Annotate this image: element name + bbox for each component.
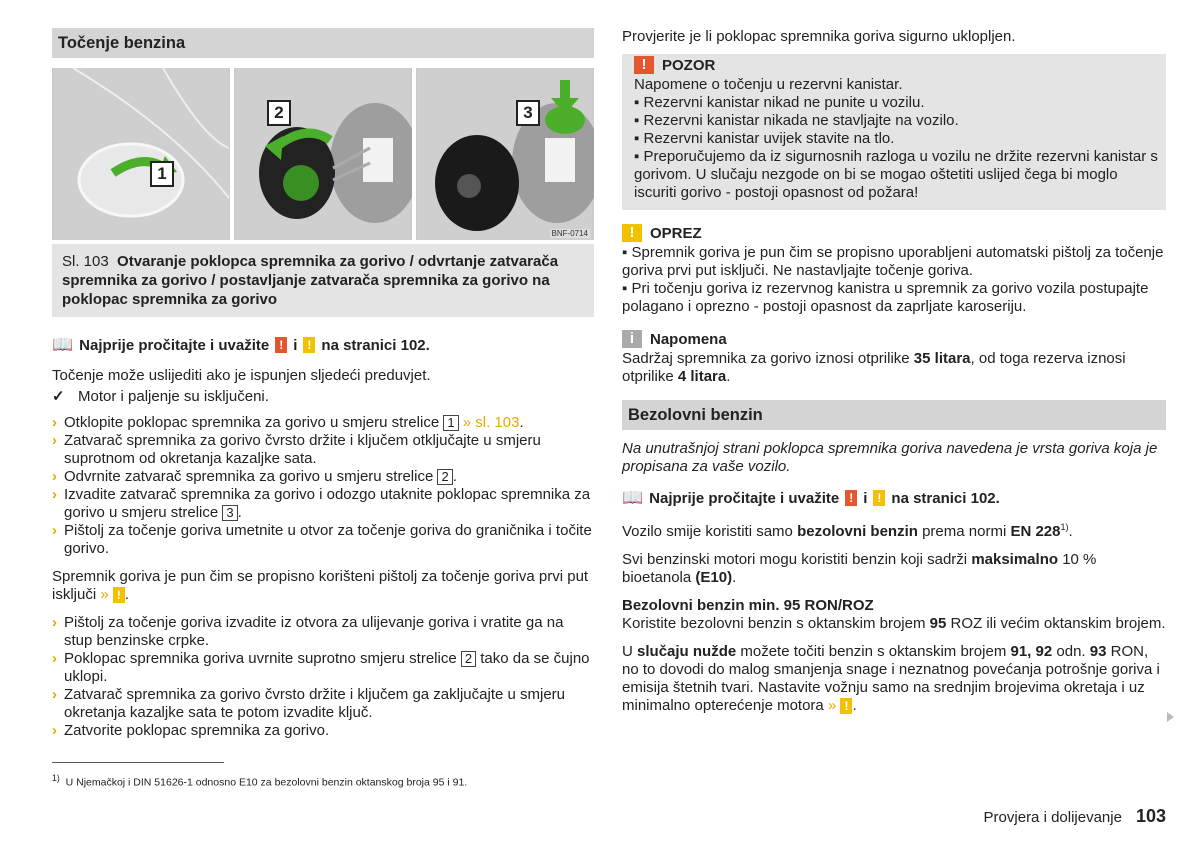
- callout-2: 2: [267, 100, 291, 126]
- step-item: › Izvadite zatvarač spremnika za gorivo i odozgo utaknite poklopac spremnika za gorivo u smjeru strelice 3 .: [52, 486, 591, 521]
- figure-link[interactable]: » sl. 103: [462, 414, 520, 431]
- chevron-right-icon: ›: [52, 650, 57, 667]
- callout-1: 1: [150, 161, 174, 187]
- intro-text: Točenje može uslijediti ako je ispunjen sljedeći preduvjet.: [52, 367, 431, 384]
- paragraph-en228: Vozilo smije koristiti samo bezolovni benzin prema normi EN 228$^{1)}$.: [622, 522, 1073, 540]
- sub-heading: Bezolovni benzin min. 95 RON/ROZ: [622, 597, 874, 614]
- footnote: $^{1)}$ U Njemačkoj i DIN 51626-1 odnosno E10 za bezolovni benzin oktanskog broja 95 i 91.: [52, 773, 468, 789]
- right-column: [622, 28, 1166, 715]
- callout-ref: 2: [437, 469, 452, 485]
- step-item: › Odvrnite zatvarač spremnika za gorivo u smjeru strelice 2 .: [52, 468, 457, 485]
- caption-text: Otvaranje poklopca spremnika za gorivo / odvrtanje zatvarača spremnika za gorivo / postavljanje zatvarača spremnika za gorivo na poklopac spremnika za gorivo: [62, 253, 559, 308]
- step-item: › Zatvarač spremnika za gorivo čvrsto držite i ključem ga zaključajte u smjeru okretanja kazaljke sata te potom izvadite ključ.: [52, 686, 566, 721]
- reference-line: 📖 Najprije pročitajte i uvažite ! i ! na stranici 102.: [52, 335, 430, 354]
- reference-line-2: 📖 Najprije pročitajte i uvažite ! i ! na stranici 102.: [622, 488, 1000, 507]
- warning-yellow-icon: !: [840, 698, 852, 714]
- figure-caption: [52, 244, 594, 317]
- callout-ref: 3: [222, 505, 237, 521]
- check-cap-text: Provjerite je li poklopac spremnika goriva sigurno uklopljen.: [622, 28, 1016, 45]
- napomena-box: i Napomena Sadržaj spremnika za gorivo iznosi otprilike 35 litara, od toga rezerva iznosi otprilike 4 litara.: [622, 328, 1166, 386]
- section-title-2: Bezolovni benzin: [622, 400, 1166, 430]
- list-item: ▪ Rezervni kanistar nikad ne punite u vozilu.: [634, 94, 925, 111]
- callout-3: 3: [516, 100, 540, 126]
- warning-yellow-icon: !: [873, 490, 885, 506]
- page-footer: [984, 806, 1166, 827]
- warning-yellow-icon: !: [303, 337, 315, 353]
- oprez-box: [622, 222, 1166, 316]
- chevron-right-icon: ›: [52, 722, 57, 739]
- warning-link[interactable]: »: [827, 697, 837, 714]
- callout-ref: 1: [443, 415, 458, 431]
- warning-yellow-icon: !: [622, 224, 642, 242]
- check-item: ✓ Motor i paljenje su isključeni.: [52, 388, 269, 405]
- pozor-header: ! POZOR: [634, 54, 1158, 76]
- list-item: ▪ Spremnik goriva je pun čim se propisno uporabljeni automatski pištolj za točenje goriva prvi put isključi. Ne nastavljajte točenje goriva.: [622, 244, 1164, 279]
- chevron-right-icon: ›: [52, 414, 57, 431]
- fuel-cap-placement-illustration: [416, 68, 594, 240]
- paragraph-95: Koristite bezolovni benzin s oktanskim brojem 95 ROZ ili većim oktanskim brojem.: [622, 615, 1166, 632]
- list-item: ▪ Pri točenju goriva iz rezervnog kanistra u spremnik za gorivo vozila postupajte polagano i oprezno - postoji opasnost da zaprljate karoseriju.: [622, 280, 1149, 315]
- warning-yellow-icon: !: [113, 587, 125, 603]
- chevron-right-icon: ›: [52, 686, 57, 703]
- step-item: › Poklopac spremnika goriva uvrnite suprotno smjeru strelice 2 tako da se čujno uklopi.: [52, 650, 590, 685]
- fuel-flap-illustration: [52, 68, 230, 240]
- figure-code: BNF-0714: [551, 229, 588, 238]
- pozor-box: ! POZOR Napomene o točenju u rezervni kanistar. ▪ Rezervni kanistar nikad ne punite u vozilu. ▪ Rezervni kanistar nikada ne stavljajte na vozilo. ▪ Rezervni kanistar uvijek stavite na tlo. ▪ Preporučujemo da iz sigurnosnih razloga u vozilu ne držite rezervni kanistar s gorivom. U slučaju nezgode on bi se mogao oštetiti uslijed čega bi moglo iscuriti gorivo - postoji opasnost od požara!: [622, 54, 1166, 210]
- list-item: ▪ Preporučujemo da iz sigurnosnih razloga u vozilu ne držite rezervni kanistar s gorivom. U slučaju nezgode on bi se mogao oštetiti uslijed čega bi moglo iscuriti gorivo - postoji opasnost od požara!: [634, 148, 1158, 201]
- book-icon: 📖: [52, 335, 74, 354]
- italic-intro: Na unutrašnjoj strani poklopca spremnika goriva navedena je vrsta goriva koja je propisana za vaše vozilo.: [622, 440, 1158, 475]
- napomena-header: i Napomena: [622, 328, 1166, 350]
- step-item: › Pištolj za točenje goriva izvadite iz otvora za ulijevanje goriva i vratite ga na stup benzinske crpke.: [52, 614, 564, 649]
- step-item: › Zatvorite poklopac spremnika za gorivo.: [52, 722, 330, 739]
- checkmark-icon: ✓: [52, 388, 65, 405]
- figure-panel-3: [416, 68, 594, 240]
- chevron-right-icon: ›: [52, 486, 57, 503]
- paragraph-e10: Svi benzinski motori mogu koristiti benzin koji sadrži maksimalno 10 % bioetanola (E10).: [622, 551, 1097, 586]
- left-column: [52, 28, 594, 740]
- step-item: › Zatvarač spremnika za gorivo čvrsto držite i ključem otključajte u smjeru suprotnom od okretanja kazaljke sata.: [52, 432, 541, 467]
- chapter-title: Provjera i dolijevanje: [983, 809, 1122, 826]
- steps-list-2: [52, 614, 594, 740]
- section-title: Točenje benzina: [52, 28, 594, 58]
- info-icon: i: [622, 330, 642, 348]
- caption-prefix: Sl. 103: [62, 253, 109, 270]
- warning-red-icon: !: [275, 337, 287, 353]
- warning-red-icon: !: [634, 56, 654, 74]
- continue-arrow-icon: [1167, 712, 1174, 722]
- step-item: › Pištolj za točenje goriva umetnite u otvor za točenje goriva do graničnika i točite gorivo.: [52, 522, 592, 557]
- warning-link[interactable]: »: [100, 586, 109, 603]
- page-number: 103: [1135, 806, 1166, 826]
- fuel-cap-unscrew-illustration: [234, 68, 412, 240]
- figure-103: [52, 68, 594, 240]
- warning-red-icon: !: [845, 490, 857, 506]
- full-tank-text: Spremnik goriva je pun čim se propisno korišteni pištolj za točenje goriva prvi put isključi » ! .: [52, 568, 589, 603]
- footnote-divider: [52, 762, 224, 763]
- paragraph-emergency: U slučaju nužde možete točiti benzin s oktanskim brojem 91, 92 odn. 93 RON, no to dovodi do malog smanjenja snage i neznatnog povećanja potrošnje goriva i emisija štetnih tvari. Nastavite vožnju samo na srednjim brojevima okretaja i uz minimalno opterećenje motora » ! .: [622, 643, 1160, 714]
- chevron-right-icon: ›: [52, 614, 57, 631]
- figure-panel-2: [234, 68, 412, 240]
- book-icon: 📖: [622, 488, 644, 507]
- callout-ref: 2: [461, 651, 476, 667]
- list-item: ▪ Rezervni kanistar uvijek stavite na tlo.: [634, 130, 895, 147]
- step-item: › Otklopite poklopac spremnika za gorivo u smjeru strelice 1 » sl. 103.: [52, 414, 524, 431]
- figure-panel-1: [52, 68, 230, 240]
- oprez-header: ! OPREZ: [622, 222, 1166, 244]
- chevron-right-icon: ›: [52, 432, 57, 449]
- steps-list: [52, 414, 594, 558]
- chevron-right-icon: ›: [52, 468, 57, 485]
- chevron-right-icon: ›: [52, 522, 57, 539]
- list-item: ▪ Rezervni kanistar nikada ne stavljajte na vozilo.: [634, 112, 959, 129]
